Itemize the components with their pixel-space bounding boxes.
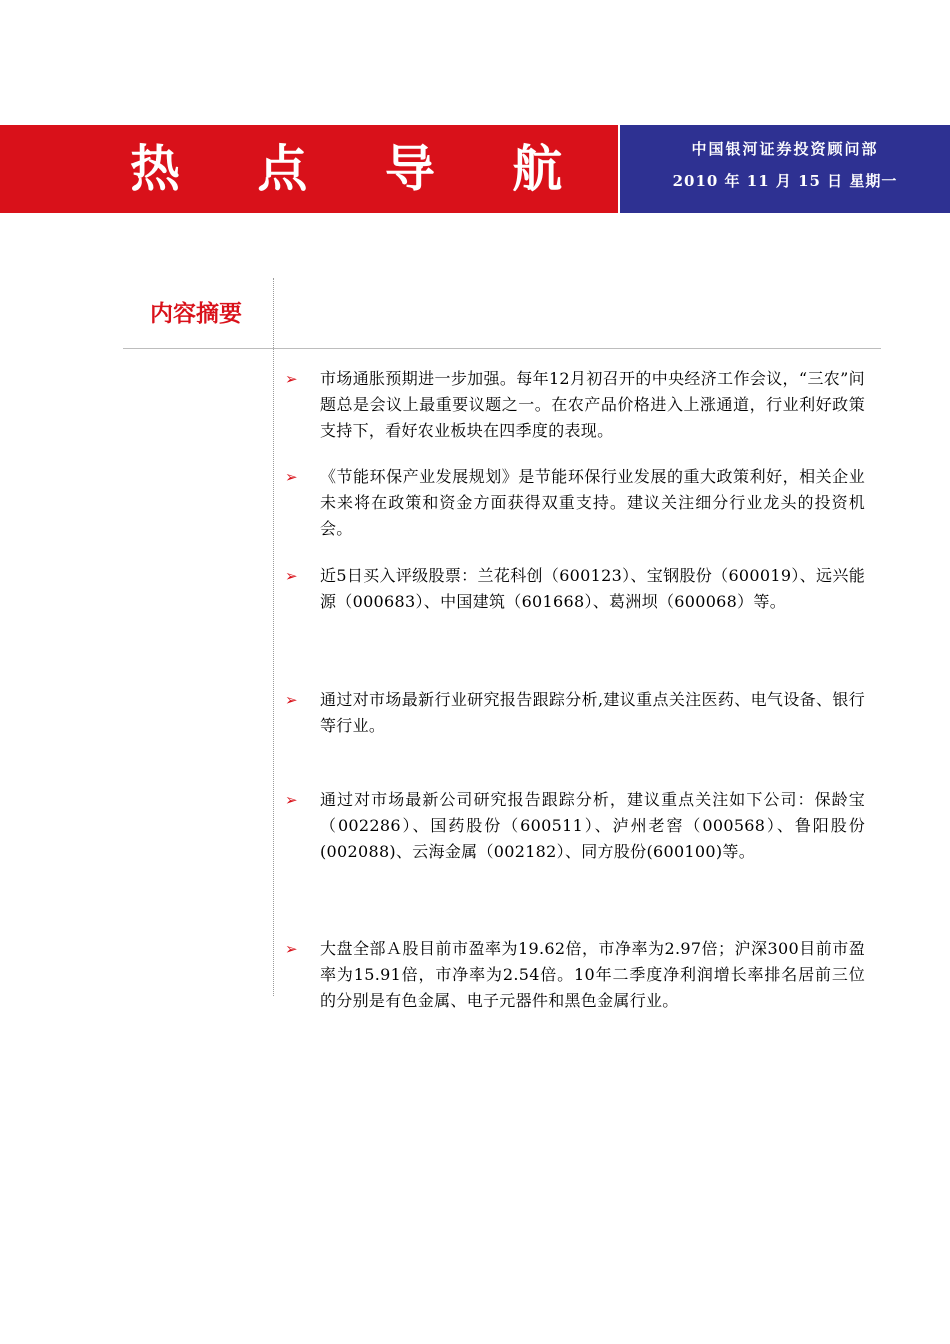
list-item [285, 787, 875, 865]
list-item-text: 市场通胀预期进一步加强。每年12月初召开的中央经济工作会议，“三农”问题总是会议上最重要议题之一。在农产品价格进入上涨通道，行业利好政策支持下，看好农业板块在四季度的表现。 [320, 369, 865, 440]
report-date: 2010 年 11 月 15 日 星期一 [672, 172, 898, 190]
list-item [285, 687, 875, 739]
list-item [285, 936, 875, 1014]
arrow-bullet-icon: ➢ [285, 791, 298, 809]
page-title: 热 点 导 航 [130, 139, 593, 198]
organization-name: 中国银河证券投资顾问部 [691, 140, 879, 158]
arrow-bullet-icon: ➢ [285, 370, 298, 388]
banner-info-panel [618, 125, 950, 213]
banner-title-panel [0, 125, 618, 213]
list-item-text: 通过对市场最新公司研究报告跟踪分析，建议重点关注如下公司：保龄宝（002286）、国药股份（600511）、泸州老窖（000568）、鲁阳股份(002088)、云海金属（002182）、同方股份(600100)等。 [320, 790, 865, 861]
list-item [285, 366, 875, 444]
summary-heading: 内容摘要 [150, 300, 242, 327]
list-item-text: 近5日买入评级股票：兰花科创（600123）、宝钢股份（600019）、远兴能源（000683）、中国建筑（601668）、葛洲坝（600068）等。 [320, 566, 865, 611]
arrow-bullet-icon: ➢ [285, 691, 298, 709]
list-item-text: 《节能环保产业发展规划》是节能环保行业发展的重大政策利好，相关企业未来将在政策和资金方面获得双重支持。建议关注细分行业龙头的投资机会。 [320, 467, 865, 538]
vertical-divider [273, 278, 274, 996]
arrow-bullet-icon: ➢ [285, 940, 298, 958]
arrow-bullet-icon: ➢ [285, 468, 298, 486]
header-banner [0, 125, 950, 213]
arrow-bullet-icon: ➢ [285, 567, 298, 585]
horizontal-divider [123, 348, 881, 349]
list-item-text: 大盘全部Ａ股目前市盈率为19.62倍，市净率为2.97倍；沪深300目前市盈率为15.91倍，市净率为2.54倍。10年二季度净利润增长率排名居前三位的分别是有色金属、电子元器件和黑色金属行业。 [320, 939, 865, 1010]
list-item [285, 563, 875, 615]
list-item [285, 464, 875, 542]
list-item-text: 通过对市场最新行业研究报告跟踪分析,建议重点关注医药、电气设备、银行等行业。 [320, 690, 865, 735]
